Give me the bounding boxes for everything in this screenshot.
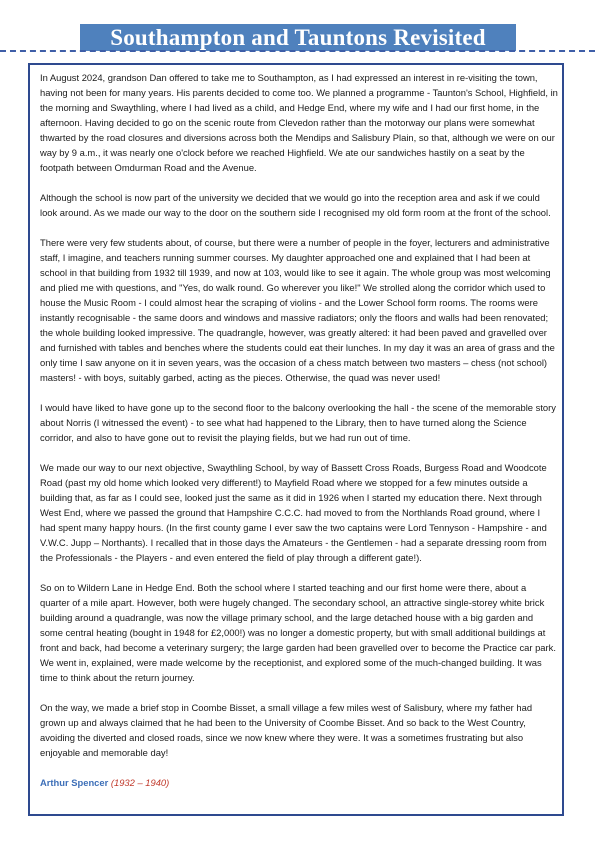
article-body <box>40 70 558 790</box>
paragraph: Although the school is now part of the university we decided that we would go into the reception area and ask if we could look around. As we made our way to the door on the southern side I recognised my old form room at the front of the school. <box>40 192 551 218</box>
page-title: Southampton and Tauntons Revisited <box>110 25 486 50</box>
paragraph: I would have liked to have gone up to the second floor to the balcony overlooking the hall - the scene of the memorable story about Norris (I witnessed the event) - to see what had happened to the Library, then to have turned along the Science corridor, and also to have gone out to revisit the playing fields, but we had run out of time. <box>40 402 556 443</box>
author-name: Arthur Spencer <box>40 777 109 788</box>
paragraph: There were very few students about, of course, but there were a number of people in the foyer, lecturers and administrative staff, I imagine, and teachers running summer courses. My daughter approached one and explained that I had been at school in that building from 1932 till 1939, and now at 103, would like to see it again. The whole group was most welcoming and plied me with questions, and "Yes, do walk round. Go wherever you like!" We strolled along the corridor which used to house the Music Room - I could almost hear the scraping of violins - and the Lower School form rooms. The rooms were instantly recognisable - the same doors and windows and massive radiators; only the floors and walls had been renovated; the whole building looked impressive. The quadrangle, however, was greatly altered: it had been paved and gravelled over and furnished with tables and benches where the students could eat their lunches. In my day it was an area of grass and the only time I saw anyone on it in seven years, was the occasion of a chess match between two masters – chess (not school) masters! - with boys, suitably garbed, acting as the pieces. Otherwise, the quad was never used! <box>40 237 555 383</box>
paragraph: On the way, we made a brief stop in Coombe Bisset, a small village a few miles west of Salisbury, where my father had grown up and always claimed that he had been to the University of Coombe Bisset. And so back to the West Country, avoiding the diverted and closed roads, since we now knew where they were. It was a sometimes frustrating but also enjoyable and memorable day! <box>40 702 533 758</box>
paragraph: In August 2024, grandson Dan offered to take me to Southampton, as I had expressed an interest in re-visiting the town, having not been for many years. His parents decided to come too. We planned a programme - Taunton's School, Highfield, in the morning and Swaythling, where I had lived as a child, and Hedge End, where my wife and I had our first home, in the afternoon. Having decided to go on the scenic route from Clevedon rather than the motorway our plans were somewhat thwarted by the road closures and diversions across both the Mendips and Salisbury Plain, so that, although we were on our way by 9 a.m., it was nearly one o'clock before we reached Highfield. We ate our sandwiches hastily on a seat by the footpath between Omdurman Road and the Avenue. <box>40 72 558 173</box>
author-dates: (1932 – 1940) <box>110 777 170 788</box>
paragraph: So on to Wildern Lane in Hedge End. Both the school where I started teaching and our first home were there, about a quarter of a mile apart. However, both were hugely changed. The secondary school, an attractive single-storey white brick building around a quadrangle, was now the village primary school, and the large detached house with a big garden and some central heating (bought in 1948 for £2,000!) was no longer a domestic property, but with small additional buildings at front and back, had become a veterinary surgery; the large garden had been gravelled over to become the Practice car park. We went in, explained, were made welcome by the receptionist, and explored some of the much-changed building. It was time to think about the return journey. <box>40 582 556 683</box>
paragraph: We made our way to our next objective, Swaythling School, by way of Bassett Cross Roads, Burgess Road and Woodcote Road (past my old home which looked very different!) to Mayfield Road where we stopped for a few minutes outside a building that, as far as I could see, looked just the same as it did in 1926 when I started my education there. Next through West End, where we passed the ground that Hampshire C.C.C. had moved to from the Northlands Road ground, where I had spent many happy hours. (In the first county game I ever saw the two captains were Lord Tennyson - Hampshire - and V.W.C. Jupp – Northants). I recalled that in those days the Amateurs - the Gentlemen - had a separate dressing room from the Professionals - the Players - and even entered the field of play through a different gate!). <box>40 462 547 563</box>
dashed-divider <box>0 50 595 52</box>
author-signature <box>40 775 558 790</box>
